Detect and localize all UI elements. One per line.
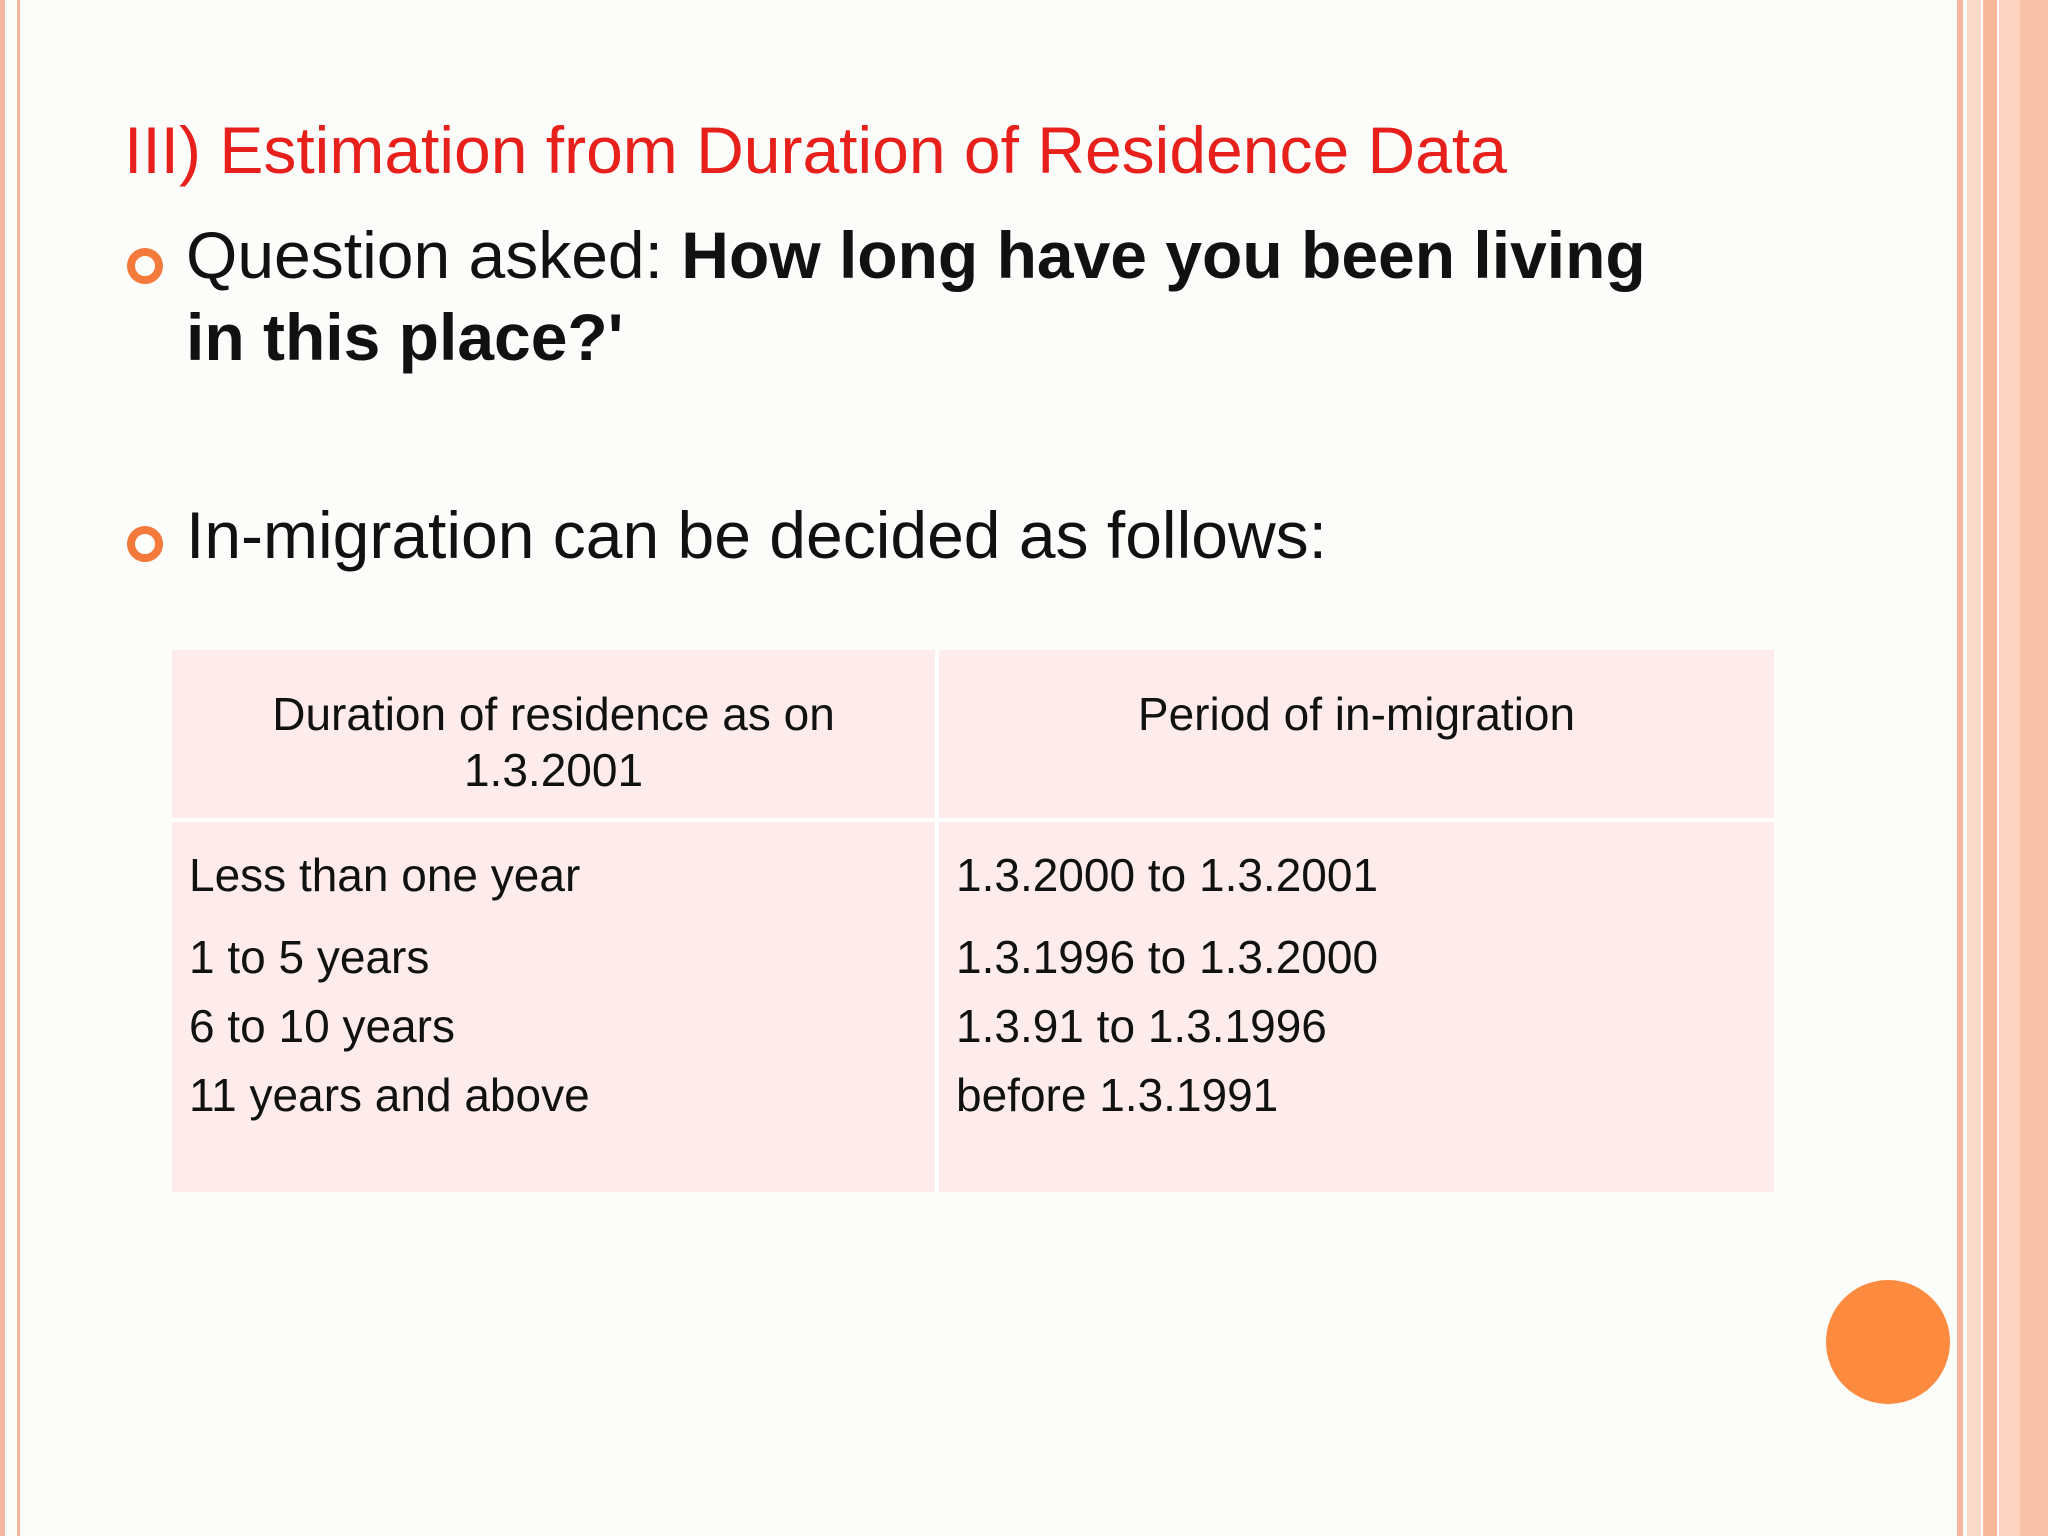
table-row-duration: Less than one year	[189, 849, 581, 901]
table-row-period: 1.3.91 to 1.3.1996	[956, 1000, 1327, 1052]
right-border-stripe-5	[2020, 0, 2048, 1536]
left-border-line-inner	[17, 0, 20, 1536]
right-border-stripe-1	[1957, 0, 1963, 1536]
table-row-duration: 1 to 5 years	[189, 931, 430, 983]
slide-title: III) Estimation from Duration of Residence Data	[124, 113, 1507, 187]
table-header-duration-text: Duration of residence as on 1.3.2001	[272, 688, 835, 796]
left-border-line-outer	[0, 0, 5, 1536]
right-border-stripe-3	[1983, 0, 1997, 1536]
bullet-in-migration: In-migration can be decided as follows:	[186, 498, 1327, 572]
table-row-period: before 1.3.1991	[956, 1069, 1279, 1121]
table-cell-periods	[939, 822, 1774, 1192]
bullet-question-bold-line1: How long have you been living	[681, 218, 1646, 292]
bullet-question-prefix: Question asked:	[186, 218, 682, 292]
bullet-question-bold-line2: in this place?'	[186, 300, 624, 374]
decorative-orange-circle	[1826, 1280, 1950, 1404]
table-header-period-text: Period of in-migration	[1137, 688, 1576, 740]
table-row-period: 1.3.1996 to 1.3.2000	[956, 931, 1379, 983]
table-row-duration: 6 to 10 years	[189, 1000, 455, 1052]
right-border-stripe-2	[1967, 0, 1981, 1536]
right-border-stripe-4	[1999, 0, 2020, 1536]
table-cell-durations	[172, 822, 935, 1192]
bullet-circle-icon	[127, 248, 163, 284]
bullet-circle-icon	[127, 526, 163, 562]
table-row-duration: 11 years and above	[189, 1069, 590, 1121]
migration-table	[172, 650, 1774, 1192]
bullet-question	[186, 214, 1746, 378]
table-header-period	[939, 650, 1774, 818]
table-row-period: 1.3.2000 to 1.3.2001	[956, 849, 1379, 901]
table-header-duration	[172, 650, 935, 818]
